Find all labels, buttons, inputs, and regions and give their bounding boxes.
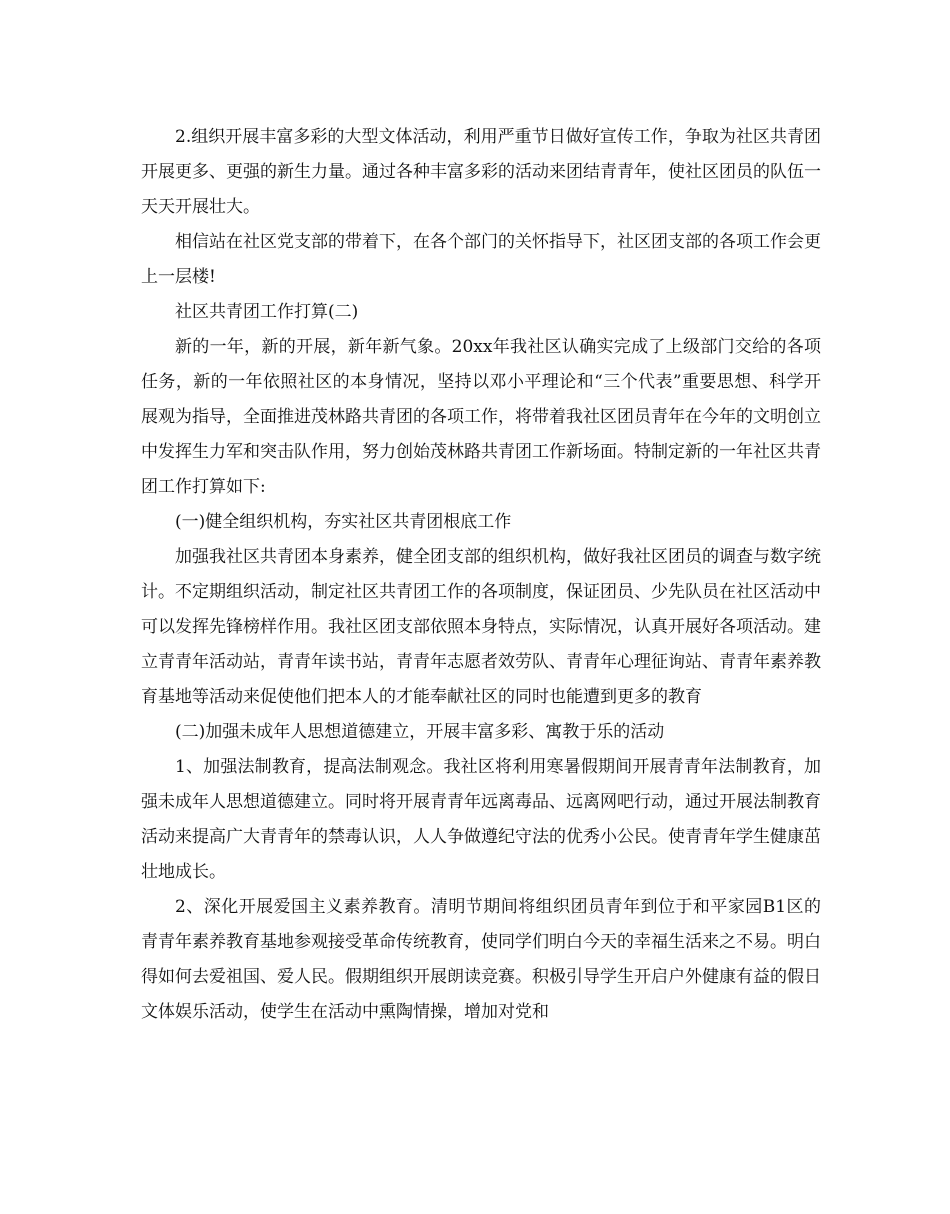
section-heading-two: (二)加强未成年人思想道德建立，开展丰富多彩、寓教于乐的活动 bbox=[175, 722, 665, 742]
paragraph-new-year: 新的一年，新的开展，新年新气象。20xx年我社区认确实完成了上级部门交给的各项任务，新的一年依照社区的本身情况，坚持以邓小平理论和“三个代表”重要思想、科学开展观为指导，全面推进茂林路共青团的各项工作，将带着我社区团员青年在今年的文明创立中发挥生力军和突击队作用，努力创始茂林路共青团工作新场面。特制定新的一年社区共青团工作打算如下: bbox=[141, 337, 821, 497]
paragraph-patriotic-education: 2、深化开展爱国主义素养教育。清明节期间将组织团员青年到位于和平家园B1区的青青年素养教育基地参观接受革命传统教育，使同学们明白今天的幸福生活来之不易。明白得如何去爱祖国、爱人民。假期组织开展朗读竞赛。积极引导学生开启户外健康有益的假日文体娱乐活动，使学生在活动中熏陶情操，增加对党和 bbox=[141, 897, 821, 1022]
paragraph-organization: 加强我社区共青团本身素养，健全团支部的组织机构，做好我社区团员的调查与数字统计。不定期组织活动，制定社区共青团工作的各项制度，保证团员、少先队员在社区活动中可以发挥先锋榜样作用。我社区团支部依照本身特点，实际情况，认真开展好各项活动。建立青青年活动站，青青年读书站，青青年志愿者效劳队、青青年心理征询站、青青年素养教育基地等活动来促使他们把本人的才能奉献社区的同时也能遭到更多的教育 bbox=[141, 547, 821, 707]
paragraph-confidence: 相信站在社区党支部的带着下，在各个部门的关怀指导下，社区团支部的各项工作会更上一层楼! bbox=[141, 232, 821, 287]
section-title-plan-two: 社区共青团工作打算(二) bbox=[175, 302, 359, 322]
paragraph-legal-education: 1、加强法制教育，提高法制观念。我社区将利用寒暑假期间开展青青年法制教育，加强未成年人思想道德建立。同时将开展青青年远离毒品、远离网吧行动，通过开展法制教育活动来提高广大青青年的禁毒认识，人人争做遵纪守法的优秀小公民。使青青年学生健康茁壮地成长。 bbox=[141, 757, 821, 882]
document-body bbox=[141, 120, 821, 1030]
section-heading-one: (一)健全组织机构，夯实社区共青团根底工作 bbox=[175, 512, 512, 532]
paragraph-activities: 2.组织开展丰富多彩的大型文体活动，利用严重节日做好宣传工作，争取为社区共青团开展更多、更强的新生力量。通过各种丰富多彩的活动来团结青青年，使社区团员的队伍一天天开展壮大。 bbox=[141, 127, 821, 217]
